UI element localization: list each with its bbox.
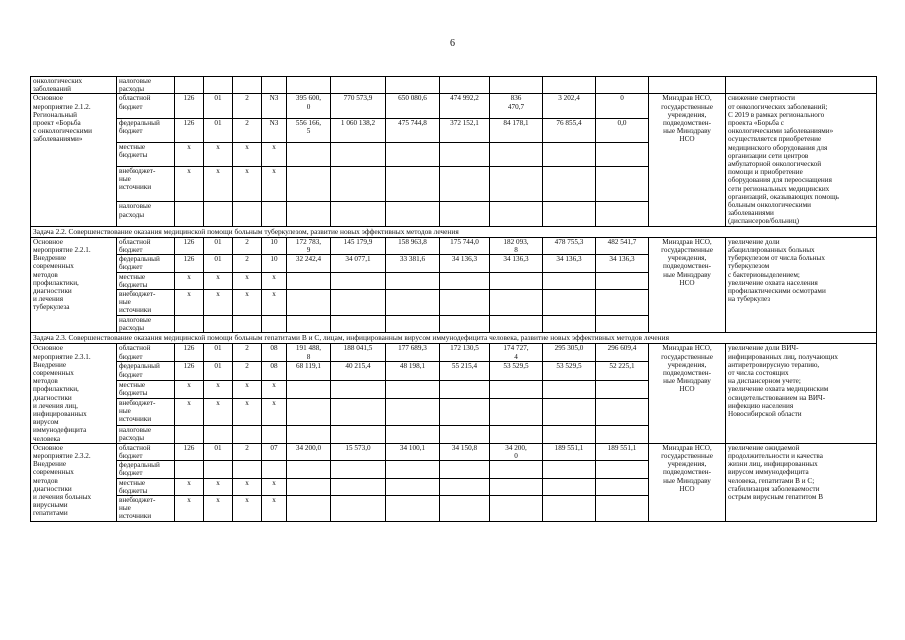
- amount-cell: 177 689,3: [386, 344, 440, 362]
- amount-cell: [440, 315, 490, 332]
- code-cell: x: [175, 272, 204, 289]
- amount-cell: [386, 425, 440, 443]
- funding-source-cell: налоговые расходы: [117, 425, 175, 443]
- amount-cell: [490, 166, 543, 202]
- code-cell: 126: [175, 237, 204, 254]
- code-cell: x: [262, 398, 287, 425]
- amount-cell: [543, 272, 596, 289]
- amount-cell: 175 744,0: [440, 237, 490, 254]
- amount-cell: 158 963,8: [386, 237, 440, 254]
- code-cell: N3: [262, 94, 287, 118]
- amount-cell: [440, 272, 490, 289]
- amount-cell: [596, 425, 649, 443]
- amount-cell: [386, 315, 440, 332]
- code-cell: [175, 461, 204, 478]
- amount-cell: [440, 380, 490, 398]
- amount-cell: [386, 380, 440, 398]
- code-cell: x: [262, 272, 287, 289]
- amount-cell: [386, 290, 440, 316]
- amount-cell: 34 200,0: [287, 443, 331, 460]
- amount-cell: [331, 166, 386, 202]
- amount-cell: [386, 398, 440, 425]
- code-cell: x: [233, 380, 262, 398]
- funding-source-cell: налоговые расходы: [117, 202, 175, 226]
- amount-cell: 68 119,1: [287, 362, 331, 380]
- funding-source-cell: местные бюджеты: [117, 478, 175, 495]
- executor-cell: Минздрав НСО, государственные учреждения, подведомствен- ные Минздраву НСО: [649, 443, 726, 521]
- amount-cell: [543, 495, 596, 521]
- amount-cell: [386, 166, 440, 202]
- amount-cell: [440, 478, 490, 495]
- code-cell: [175, 202, 204, 226]
- amount-cell: [596, 272, 649, 289]
- code-cell: 2: [233, 362, 262, 380]
- amount-cell: [287, 398, 331, 425]
- code-cell: 126: [175, 344, 204, 362]
- amount-cell: [386, 142, 440, 166]
- code-cell: [233, 202, 262, 226]
- code-cell: 01: [204, 344, 233, 362]
- code-cell: x: [204, 142, 233, 166]
- amount-cell: 84 178,1: [490, 118, 543, 142]
- amount-cell: [331, 202, 386, 226]
- code-cell: [262, 461, 287, 478]
- funding-source-cell: внебюджет- ные источники: [117, 398, 175, 425]
- amount-cell: [543, 380, 596, 398]
- amount-cell: 15 573,0: [331, 443, 386, 460]
- amount-cell: [440, 142, 490, 166]
- amount-cell: [543, 315, 596, 332]
- amount-cell: 76 855,4: [543, 118, 596, 142]
- result-cell: увеличение ожидаемой продолжительности и качества жизни лиц, инфицированных вирусом иммунодефицита человека, гепатитами В и С; стабилизация заболеваемости острым вирусным гепатитом В: [726, 443, 877, 521]
- program-table: [30, 76, 877, 522]
- task-heading: Задача 2.3. Совершенствование оказания медицинской помощи больным гепатитами В и С, лицам, инфицированным вирусом иммунодефицита человека, развитие новых эффективных методов лечения: [31, 333, 877, 344]
- amount-cell: 172 130,5: [440, 344, 490, 362]
- amount-cell: [490, 272, 543, 289]
- amount-cell: 395 600, 0: [287, 94, 331, 118]
- amount-cell: 189 551,1: [543, 443, 596, 460]
- amount-cell: 34 136,3: [440, 255, 490, 272]
- code-cell: 126: [175, 362, 204, 380]
- task-row: [31, 333, 877, 344]
- funding-source-cell: областной бюджет: [117, 344, 175, 362]
- amount-cell: 189 551,1: [596, 443, 649, 460]
- code-cell: [204, 315, 233, 332]
- amount-cell: [543, 142, 596, 166]
- amount-cell: [596, 166, 649, 202]
- code-cell: x: [175, 142, 204, 166]
- amount-cell: [287, 142, 331, 166]
- amount-cell: [543, 202, 596, 226]
- amount-cell: 52 225,1: [596, 362, 649, 380]
- amount-cell: [331, 380, 386, 398]
- funding-source-cell: федеральный бюджет: [117, 362, 175, 380]
- code-cell: x: [204, 495, 233, 521]
- executor-cell: Минздрав НСО, государственные учреждения, подведомствен- ные Минздраву НСО: [649, 94, 726, 226]
- code-cell: x: [262, 290, 287, 316]
- amount-cell: [490, 495, 543, 521]
- funding-source-cell: внебюджет- ные источники: [117, 495, 175, 521]
- amount-cell: 650 080,6: [386, 94, 440, 118]
- amount-cell: 0: [596, 94, 649, 118]
- table-row: [31, 94, 877, 118]
- amount-cell: [287, 425, 331, 443]
- code-cell: [175, 315, 204, 332]
- code-cell: [233, 315, 262, 332]
- code-cell: 10: [262, 237, 287, 254]
- code-cell: x: [233, 398, 262, 425]
- amount-cell: [440, 202, 490, 226]
- amount-cell: [490, 202, 543, 226]
- amount-cell: [287, 290, 331, 316]
- code-cell: 2: [233, 443, 262, 460]
- task-heading: Задача 2.2. Совершенствование оказания медицинской помощи больным туберкулезом, развитие новых эффективных методов лечения: [31, 226, 877, 237]
- code-cell: [204, 425, 233, 443]
- code-cell: [262, 315, 287, 332]
- table-row: [31, 344, 877, 362]
- amount-cell: 32 242,4: [287, 255, 331, 272]
- amount-cell: 53 529,5: [490, 362, 543, 380]
- amount-cell: 34 100,1: [386, 443, 440, 460]
- amount-cell: [331, 398, 386, 425]
- amount-cell: 145 179,9: [331, 237, 386, 254]
- amount-cell: 474 992,2: [440, 94, 490, 118]
- amount-cell: [490, 315, 543, 332]
- result-cell: увеличение доли абациллированных больных туберкулезом от числа больных туберкулезом с бактериовыделением; увеличение охвата населения профилактическими осмотрами на туберкулез: [726, 237, 877, 332]
- code-cell: [233, 425, 262, 443]
- code-cell: 2: [233, 118, 262, 142]
- amount-cell: 556 166, 5: [287, 118, 331, 142]
- amount-cell: 295 305,0: [543, 344, 596, 362]
- code-cell: [262, 202, 287, 226]
- amount-cell: 188 041,5: [331, 344, 386, 362]
- amount-cell: 296 609,4: [596, 344, 649, 362]
- amount-cell: [490, 142, 543, 166]
- amount-cell: [490, 478, 543, 495]
- amount-cell: 372 152,1: [440, 118, 490, 142]
- amount-cell: [386, 461, 440, 478]
- code-cell: 01: [204, 237, 233, 254]
- code-cell: x: [262, 478, 287, 495]
- amount-cell: [440, 398, 490, 425]
- code-cell: x: [233, 495, 262, 521]
- amount-cell: [490, 425, 543, 443]
- executor-cell: Минздрав НСО, государственные учреждения, подведомствен- ные Минздраву НСО: [649, 344, 726, 443]
- amount-cell: [440, 290, 490, 316]
- code-cell: 126: [175, 443, 204, 460]
- amount-cell: [543, 478, 596, 495]
- measure-name-cell: Основное мероприятие 2.3.1. Внедрение современных методов профилактики, диагностики и лечения лиц, инфицированных вирусом иммунодефицита человека: [31, 344, 117, 443]
- amount-cell: 34 136,3: [543, 255, 596, 272]
- continuation-row: [31, 77, 877, 94]
- amount-cell: [386, 272, 440, 289]
- code-cell: x: [204, 380, 233, 398]
- amount-cell: [543, 461, 596, 478]
- funding-source-cell: внебюджет- ные источники: [117, 290, 175, 316]
- code-cell: 01: [204, 255, 233, 272]
- code-cell: x: [175, 398, 204, 425]
- amount-cell: [287, 380, 331, 398]
- amount-cell: [596, 315, 649, 332]
- amount-cell: [331, 478, 386, 495]
- amount-cell: 475 744,8: [386, 118, 440, 142]
- amount-cell: [543, 425, 596, 443]
- amount-cell: [440, 425, 490, 443]
- code-cell: x: [262, 495, 287, 521]
- amount-cell: 182 093, 8: [490, 237, 543, 254]
- table-row: [31, 237, 877, 254]
- amount-cell: [287, 315, 331, 332]
- code-cell: 08: [262, 344, 287, 362]
- amount-cell: 34 150,8: [440, 443, 490, 460]
- funding-source-cell: местные бюджеты: [117, 142, 175, 166]
- code-cell: x: [262, 166, 287, 202]
- code-cell: x: [233, 290, 262, 316]
- task-row: [31, 226, 877, 237]
- amount-cell: [331, 425, 386, 443]
- amount-cell: [490, 380, 543, 398]
- measure-name-cell: Основное мероприятие 2.2.1. Внедрение современных методов профилактики, диагностики и лечения туберкулеза: [31, 237, 117, 332]
- executor-cell: Минздрав НСО, государственные учреждения, подведомствен- ные Минздраву НСО: [649, 237, 726, 332]
- code-cell: x: [175, 290, 204, 316]
- table-row: [31, 443, 877, 460]
- result-cell: увеличение доли ВИЧ- инфицированных лиц, получающих антиретровирусную терапию, от числа состоящих на диспансерном учете; увеличение охвата медицинским освидетельствованием на ВИЧ- инфекцию населения Новосибирской области: [726, 344, 877, 443]
- amount-cell: [331, 142, 386, 166]
- code-cell: x: [233, 166, 262, 202]
- amount-cell: [331, 272, 386, 289]
- page-number: 6: [450, 38, 455, 49]
- amount-cell: [331, 315, 386, 332]
- code-cell: x: [204, 166, 233, 202]
- amount-cell: 191 488, 8: [287, 344, 331, 362]
- amount-cell: [596, 478, 649, 495]
- amount-cell: [331, 290, 386, 316]
- code-cell: x: [262, 380, 287, 398]
- amount-cell: [287, 478, 331, 495]
- code-cell: 126: [175, 255, 204, 272]
- amount-cell: 34 136,3: [596, 255, 649, 272]
- amount-cell: [287, 166, 331, 202]
- funding-source-cell: налоговые расходы: [117, 77, 175, 94]
- amount-cell: [331, 461, 386, 478]
- amount-cell: [386, 202, 440, 226]
- funding-source-cell: федеральный бюджет: [117, 461, 175, 478]
- funding-source-cell: областной бюджет: [117, 237, 175, 254]
- amount-cell: 48 198,1: [386, 362, 440, 380]
- funding-source-cell: местные бюджеты: [117, 380, 175, 398]
- code-cell: 07: [262, 443, 287, 460]
- code-cell: x: [204, 398, 233, 425]
- amount-cell: [596, 461, 649, 478]
- amount-cell: [331, 495, 386, 521]
- amount-cell: [596, 290, 649, 316]
- funding-source-cell: федеральный бюджет: [117, 118, 175, 142]
- amount-cell: [543, 398, 596, 425]
- result-cell: снижение смертности от онкологических заболеваний; С 2019 в рамках регионального проекта «Борьба с онкологическими заболеваниями» осуществляется приобретение медицинского оборудования для организации сети центров амбулаторной онкологической помощи и приобретение оборудования для переоснащения сети региональных медицинских организаций, оказывающих помощь больным онкологическими заболеваниями (диспансеров/больниц): [726, 94, 877, 226]
- code-cell: 01: [204, 362, 233, 380]
- amount-cell: 55 215,4: [440, 362, 490, 380]
- amount-cell: [543, 166, 596, 202]
- amount-cell: [596, 398, 649, 425]
- amount-cell: 478 755,3: [543, 237, 596, 254]
- amount-cell: [596, 142, 649, 166]
- amount-cell: 3 202,4: [543, 94, 596, 118]
- code-cell: 08: [262, 362, 287, 380]
- code-cell: [175, 425, 204, 443]
- funding-source-cell: внебюджет- ные источники: [117, 166, 175, 202]
- amount-cell: 53 529,5: [543, 362, 596, 380]
- amount-cell: 40 215,4: [331, 362, 386, 380]
- amount-cell: 0,0: [596, 118, 649, 142]
- code-cell: 2: [233, 237, 262, 254]
- code-cell: [204, 461, 233, 478]
- amount-cell: 34 136,3: [490, 255, 543, 272]
- amount-cell: [543, 290, 596, 316]
- amount-cell: [596, 202, 649, 226]
- amount-cell: [490, 398, 543, 425]
- amount-cell: 770 573,9: [331, 94, 386, 118]
- code-cell: 01: [204, 443, 233, 460]
- code-cell: 01: [204, 94, 233, 118]
- amount-cell: [490, 461, 543, 478]
- code-cell: x: [204, 290, 233, 316]
- code-cell: 10: [262, 255, 287, 272]
- amount-cell: [490, 290, 543, 316]
- code-cell: x: [233, 272, 262, 289]
- funding-source-cell: областной бюджет: [117, 443, 175, 460]
- amount-cell: [596, 495, 649, 521]
- code-cell: 2: [233, 255, 262, 272]
- amount-cell: 34 077,1: [331, 255, 386, 272]
- measure-name-cell: онкологических заболеваний: [31, 77, 117, 94]
- amount-cell: 34 200, 0: [490, 443, 543, 460]
- code-cell: 126: [175, 94, 204, 118]
- code-cell: x: [204, 272, 233, 289]
- code-cell: x: [175, 495, 204, 521]
- funding-source-cell: налоговые расходы: [117, 315, 175, 332]
- amount-cell: [440, 461, 490, 478]
- funding-source-cell: областной бюджет: [117, 94, 175, 118]
- code-cell: x: [175, 478, 204, 495]
- amount-cell: [287, 461, 331, 478]
- code-cell: 126: [175, 118, 204, 142]
- amount-cell: [386, 495, 440, 521]
- amount-cell: 174 727, 4: [490, 344, 543, 362]
- measure-name-cell: Основное мероприятие 2.1.2. Региональный проект «Борьба с онкологическими заболеваниями»: [31, 94, 117, 226]
- amount-cell: 1 060 138,2: [331, 118, 386, 142]
- amount-cell: [440, 166, 490, 202]
- amount-cell: [596, 380, 649, 398]
- code-cell: 2: [233, 344, 262, 362]
- code-cell: [262, 425, 287, 443]
- amount-cell: [386, 478, 440, 495]
- code-cell: x: [262, 142, 287, 166]
- amount-cell: 482 541,7: [596, 237, 649, 254]
- amount-cell: 172 783, 9: [287, 237, 331, 254]
- code-cell: x: [175, 166, 204, 202]
- amount-cell: [440, 495, 490, 521]
- measure-name-cell: Основное мероприятие 2.3.2. Внедрение современных методов диагностики и лечения больных вирусными гепатитами: [31, 443, 117, 521]
- funding-source-cell: местные бюджеты: [117, 272, 175, 289]
- code-cell: [233, 461, 262, 478]
- funding-source-cell: федеральный бюджет: [117, 255, 175, 272]
- code-cell: N3: [262, 118, 287, 142]
- code-cell: 2: [233, 94, 262, 118]
- amount-cell: 836 470,7: [490, 94, 543, 118]
- code-cell: x: [233, 142, 262, 166]
- amount-cell: [287, 495, 331, 521]
- code-cell: x: [175, 380, 204, 398]
- amount-cell: 33 381,6: [386, 255, 440, 272]
- code-cell: [204, 202, 233, 226]
- code-cell: x: [233, 478, 262, 495]
- code-cell: x: [204, 478, 233, 495]
- amount-cell: [287, 272, 331, 289]
- amount-cell: [287, 202, 331, 226]
- code-cell: 01: [204, 118, 233, 142]
